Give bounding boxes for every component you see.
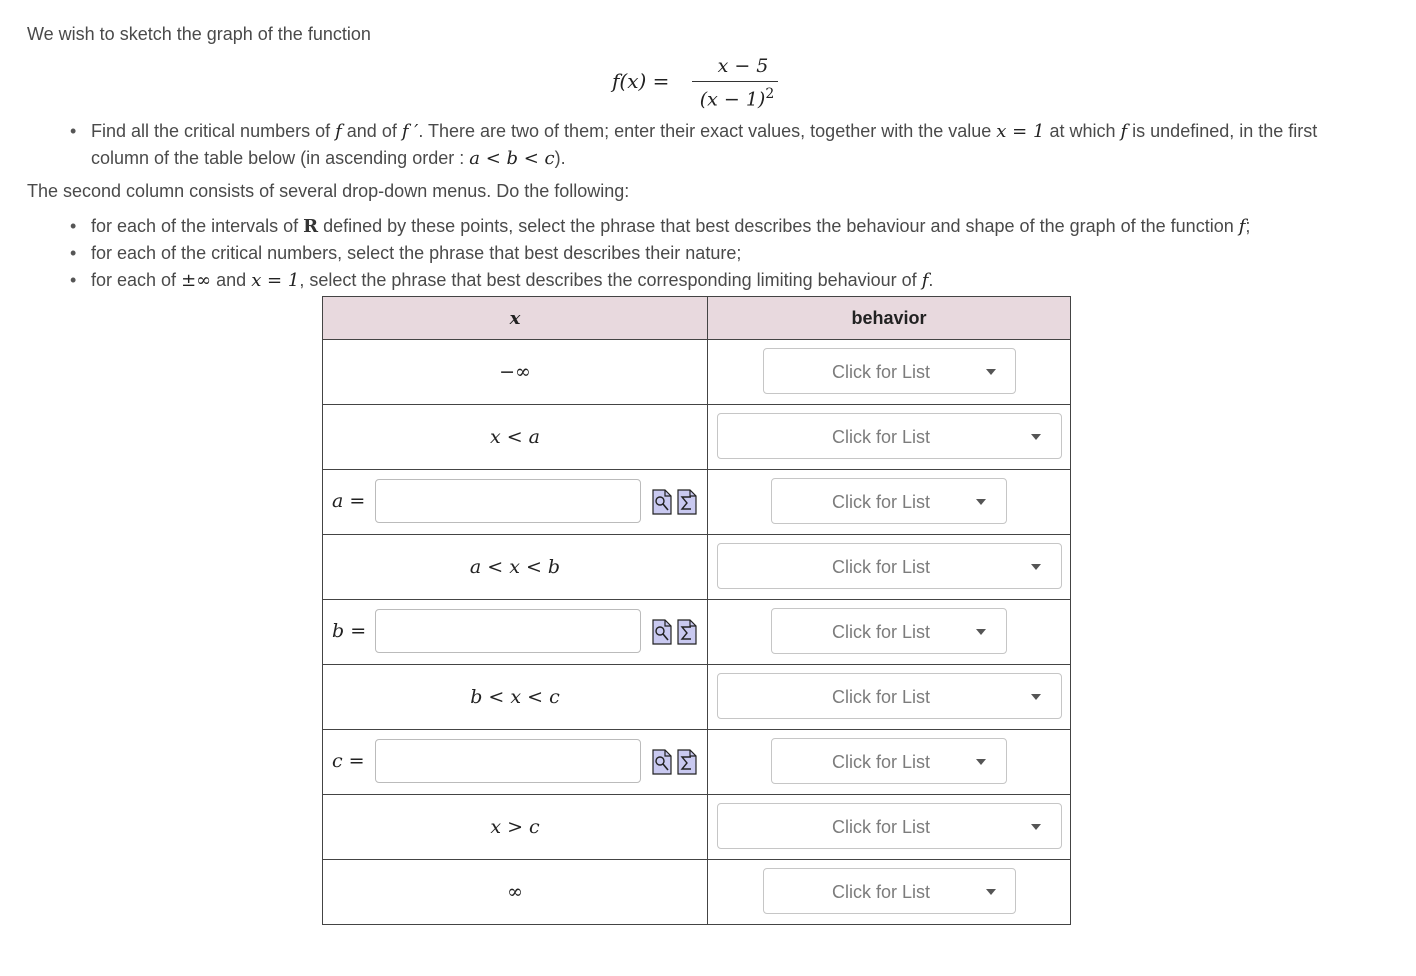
behavior-cell bbox=[708, 535, 1071, 600]
dropdown-label: Click for List bbox=[831, 427, 930, 447]
caret-down-icon bbox=[976, 629, 986, 635]
text: for each of the intervals of bbox=[91, 216, 304, 236]
behavior-cell bbox=[708, 860, 1071, 925]
input-cell bbox=[323, 470, 708, 535]
preview-icon[interactable] bbox=[652, 619, 672, 645]
table-header-row bbox=[323, 297, 1071, 340]
text: at which bbox=[1044, 121, 1121, 141]
x-cell bbox=[323, 665, 708, 730]
dropdown-label: Click for List bbox=[831, 492, 930, 512]
preview-icon[interactable] bbox=[652, 489, 672, 515]
x-cell bbox=[323, 795, 708, 860]
table-row bbox=[323, 860, 1071, 925]
x-cell bbox=[323, 405, 708, 470]
table-row bbox=[323, 535, 1071, 600]
text: for each of bbox=[91, 270, 182, 290]
caret-down-icon bbox=[1031, 824, 1041, 830]
dropdown-label: Click for List bbox=[831, 752, 930, 772]
text: is undefined, in the first column of the table below (in ascending order : bbox=[91, 121, 1318, 168]
behavior-dropdown[interactable] bbox=[763, 868, 1016, 914]
text: . There are two of them; enter their exact values, together with the value bbox=[418, 121, 997, 141]
behavior-dropdown[interactable] bbox=[717, 803, 1062, 849]
dropdown-label: Click for List bbox=[831, 882, 930, 902]
input-cell bbox=[323, 600, 708, 665]
table-row bbox=[323, 340, 1071, 405]
table-row bbox=[323, 405, 1071, 470]
input-cell bbox=[323, 730, 708, 795]
math-f: f bbox=[335, 121, 342, 142]
x-cell bbox=[323, 860, 708, 925]
x-value: ∞ bbox=[507, 880, 523, 903]
behavior-dropdown[interactable] bbox=[771, 478, 1007, 524]
formula-lhs: f(x) = bbox=[612, 69, 670, 93]
equation-editor-icon[interactable] bbox=[677, 619, 697, 645]
formula-denominator-exponent: 2 bbox=[765, 86, 775, 102]
caret-down-icon bbox=[1031, 564, 1041, 570]
text: and bbox=[211, 270, 252, 290]
math-fprime: f ′ bbox=[401, 121, 419, 142]
behavior-dropdown[interactable] bbox=[771, 738, 1007, 784]
table-row bbox=[323, 795, 1071, 860]
behavior-cell bbox=[708, 795, 1071, 860]
behavior-dropdown[interactable] bbox=[717, 413, 1062, 459]
dropdown-label: Click for List bbox=[831, 687, 930, 707]
math-f: f bbox=[921, 270, 929, 291]
instruction-bullet bbox=[27, 118, 1367, 172]
behavior-dropdown[interactable] bbox=[771, 608, 1007, 654]
instructions-list-1 bbox=[27, 118, 1367, 172]
behavior-dropdown[interactable] bbox=[717, 673, 1062, 719]
fraction-bar bbox=[692, 81, 778, 82]
formula-denominator-base: (x − 1) bbox=[699, 88, 766, 111]
instructions-list-2 bbox=[27, 213, 1367, 294]
dropdown-label: Click for List bbox=[831, 362, 930, 382]
second-column-text: The second column consists of several drop-down menus. Do the following: bbox=[27, 181, 630, 201]
text: ). bbox=[554, 148, 566, 168]
dropdown-label: Click for List bbox=[831, 622, 930, 642]
text: for each of the critical numbers, select the phrase that best describes their nature; bbox=[91, 243, 742, 263]
intro-text: We wish to sketch the graph of the function bbox=[27, 24, 371, 44]
caret-down-icon bbox=[986, 369, 996, 375]
caret-down-icon bbox=[986, 889, 996, 895]
math-f: f bbox=[1120, 121, 1128, 142]
x-interval: x < a bbox=[489, 425, 541, 448]
table-row bbox=[323, 730, 1071, 795]
x-value: −∞ bbox=[499, 360, 531, 383]
equation-editor-icon[interactable] bbox=[677, 749, 697, 775]
text: . bbox=[928, 270, 934, 290]
math-order: a < b < c bbox=[469, 148, 555, 169]
text: and of bbox=[341, 121, 402, 141]
caret-down-icon bbox=[1031, 694, 1041, 700]
x-cell bbox=[323, 535, 708, 600]
behavior-cell bbox=[708, 730, 1071, 795]
header-x-label: x bbox=[509, 307, 521, 329]
math-x-eq-1: x = 1 bbox=[996, 121, 1045, 142]
a-label: a = bbox=[332, 490, 366, 512]
behavior-cell bbox=[708, 665, 1071, 730]
table-row bbox=[323, 470, 1071, 535]
header-behavior: behavior bbox=[708, 297, 1071, 340]
text: Find all the critical numbers of bbox=[91, 121, 336, 141]
caret-down-icon bbox=[1031, 434, 1041, 440]
behavior-dropdown[interactable] bbox=[763, 348, 1016, 394]
dropdown-label: Click for List bbox=[831, 817, 930, 837]
x-interval: x > c bbox=[490, 815, 540, 838]
behavior-cell bbox=[708, 600, 1071, 665]
a-input[interactable] bbox=[375, 479, 641, 523]
table-row bbox=[323, 665, 1071, 730]
instruction-bullet bbox=[27, 213, 1367, 240]
instruction-bullet bbox=[27, 267, 1367, 294]
math-reals: R bbox=[303, 216, 319, 237]
x-interval: b < x < c bbox=[470, 685, 560, 708]
text: , select the phrase that best describes the corresponding limiting behaviour of bbox=[299, 270, 922, 290]
instruction-bullet bbox=[27, 240, 1367, 267]
behavior-cell bbox=[708, 470, 1071, 535]
function-formula bbox=[612, 52, 812, 118]
behavior-table bbox=[322, 296, 1071, 925]
behavior-dropdown[interactable] bbox=[717, 543, 1062, 589]
x-interval: a < x < b bbox=[469, 555, 561, 578]
math-f: f bbox=[1238, 216, 1246, 237]
header-x bbox=[323, 297, 708, 340]
preview-icon[interactable] bbox=[652, 749, 672, 775]
caret-down-icon bbox=[976, 499, 986, 505]
c-label: c = bbox=[332, 750, 365, 772]
formula-numerator: x − 5 bbox=[717, 55, 769, 77]
b-label: b = bbox=[332, 620, 367, 642]
dropdown-label: Click for List bbox=[831, 557, 930, 577]
text: defined by these points, select the phrase that best describes the behaviour and shape of the graph of the function bbox=[318, 216, 1239, 236]
table-row bbox=[323, 600, 1071, 665]
behavior-cell bbox=[708, 405, 1071, 470]
behavior-cell bbox=[708, 340, 1071, 405]
b-input[interactable] bbox=[375, 609, 641, 653]
math-x-eq-1: x = 1 bbox=[251, 270, 300, 291]
text: ; bbox=[1245, 216, 1251, 236]
c-input[interactable] bbox=[375, 739, 641, 783]
equation-editor-icon[interactable] bbox=[677, 489, 697, 515]
caret-down-icon bbox=[976, 759, 986, 765]
formula-denominator bbox=[692, 86, 782, 110]
math-plus-minus-infinity: ±∞ bbox=[181, 270, 212, 291]
x-cell bbox=[323, 340, 708, 405]
